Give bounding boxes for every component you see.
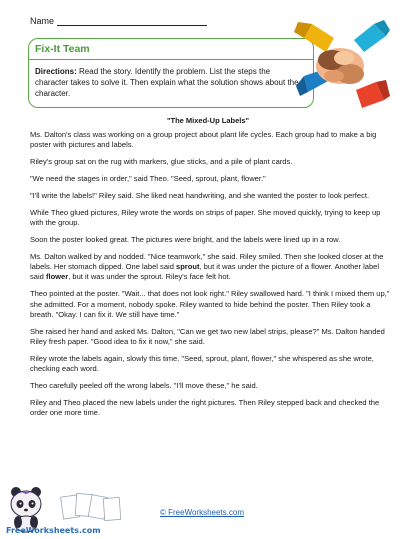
story-paragraph: Ms. Dalton's class was working on a group project about plant life cycles. Each group had to make a big poster with pictures and labels. [30,130,377,150]
directions-body: Read the story. Identify the problem. List the steps the character takes to solve it. Then explain what the solution shows about the character. [35,67,299,98]
story-paragraph: Theo pointed at the poster. "Wait... that does not look right." Riley swallowed hard. "I think I mixed them up," she admitted. For a moment, nobody spoke. Riley wanted to hide behind the poster. Then Riley took a breath. "Okay. I can fix it. We still have time." [30,289,390,320]
story-paragraph: "We need the stages in order," said Theo. "Seed, sprout, plant, flower." [30,174,266,183]
directions-box [28,38,314,108]
bold-word-sprout: sprout [176,262,200,271]
directions-text [35,66,305,99]
directions-label: Directions: [35,67,77,76]
story-paragraph: Riley wrote the labels again, slowly this time. "Seed, sprout, plant, flower," she whispered as she wrote, checking each word. [30,354,374,374]
name-field-row [30,16,207,26]
name-blank-line[interactable] [57,16,207,26]
story-paragraph: Riley and Theo placed the new labels under the right pictures. Then Riley stepped back and checked the order one more time. [30,398,380,418]
footer-copyright[interactable]: © FreeWorksheets.com [160,508,244,517]
name-label: Name [30,16,55,26]
team-hands-icon [294,20,390,112]
story-paragraph: She raised her hand and asked Ms. Dalton, "Can we get two new label strips, please?" Ms. Dalton handed Riley fresh paper. "Good idea to fix it now," she said. [30,326,385,347]
footer-logo-text: FreeWorksheets.com [6,526,101,535]
story-paragraph: "I'll write the labels!" Riley said. She liked neat handwriting, and she wanted the poster to look perfect. [30,190,370,200]
story-paragraph: Soon the poster looked great. The pictures were bright, and the labels were lined up in a row. [30,234,341,244]
story-title: "The Mixed-Up Labels" [166,116,250,125]
worksheet-title: Fix-It Team [35,43,90,55]
story-paragraph: Ms. Dalton walked by and nodded. "Nice teamwork," she said. Riley smiled. Then she looked closer at the labels. Her stomach dipped. One label said sprout, but it was under the picture of a flower. Another label said flower, but it was under the sprout. Riley's face felt hot. [30,251,384,282]
story-paragraph: Theo carefully peeled off the wrong labels. "I'll move these," he said. [30,381,258,391]
story-body [30,130,392,425]
story-paragraph: While Theo glued pictures, Riley wrote the words on strips of paper. She moved quickly, trying to keep up with the group. [30,207,381,227]
story-paragraph: Riley's group sat on the rug with markers, glue sticks, and a pile of plant cards. [30,157,293,167]
title-divider [29,59,313,60]
bold-word-flower: flower [45,272,69,282]
